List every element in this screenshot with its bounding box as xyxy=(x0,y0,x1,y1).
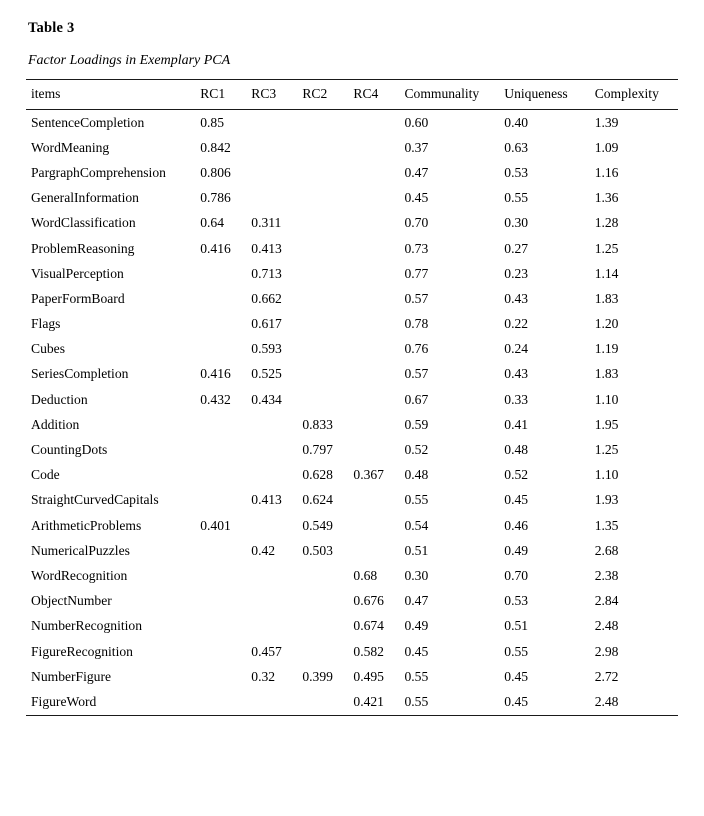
cell-rc1: 0.64 xyxy=(200,215,224,231)
cell-rc1 xyxy=(196,664,247,689)
cell-rc4 xyxy=(349,211,400,236)
cell-rc4 xyxy=(349,387,400,412)
cell-complexity: 2.38 xyxy=(594,567,619,583)
table-caption: Factor Loadings in Exemplary PCA xyxy=(28,53,231,68)
cell-uniqueness: 0.43 xyxy=(504,290,529,306)
cell-rc1: 0.806 xyxy=(200,164,231,180)
cell-item: Addition xyxy=(31,416,80,432)
cell-rc4 xyxy=(349,236,400,261)
cell-uniqueness: 0.45 xyxy=(504,492,529,508)
cell-uniqueness: 0.63 xyxy=(504,139,529,155)
cell-communality: 0.77 xyxy=(404,265,429,281)
cell-communality: 0.45 xyxy=(404,643,429,659)
cell-complexity: 1.35 xyxy=(594,517,619,533)
cell-rc3 xyxy=(247,110,298,136)
cell-communality: 0.57 xyxy=(404,290,429,306)
cell-uniqueness: 0.51 xyxy=(504,618,529,634)
cell-rc1: 0.786 xyxy=(200,190,231,206)
cell-rc2 xyxy=(298,236,349,261)
cell-rc3 xyxy=(247,614,298,639)
table-row xyxy=(26,236,678,261)
cell-rc1 xyxy=(196,614,247,639)
table-row xyxy=(26,589,678,614)
cell-rc3: 0.42 xyxy=(251,542,276,558)
table-row xyxy=(26,412,678,437)
cell-complexity: 1.36 xyxy=(594,190,619,206)
cell-complexity: 1.16 xyxy=(594,164,619,180)
cell-rc1 xyxy=(196,261,247,286)
cell-complexity: 2.98 xyxy=(594,643,619,659)
table-row xyxy=(26,286,678,311)
table-header-row xyxy=(26,80,678,110)
table-body xyxy=(26,110,678,716)
cell-item: StraightCurvedCapitals xyxy=(31,492,159,508)
cell-item: FigureWord xyxy=(26,689,196,715)
cell-complexity: 1.83 xyxy=(594,366,619,382)
cell-complexity: 2.68 xyxy=(594,542,619,558)
cell-rc2: 0.833 xyxy=(302,416,333,432)
cell-rc3: 0.617 xyxy=(251,316,282,332)
cell-rc4 xyxy=(349,412,400,437)
cell-rc1 xyxy=(196,437,247,462)
table-row xyxy=(26,664,678,689)
cell-uniqueness: 0.52 xyxy=(504,467,529,483)
table-row xyxy=(26,211,678,236)
table-row xyxy=(26,538,678,563)
cell-rc4 xyxy=(349,286,400,311)
cell-item: ProblemReasoning xyxy=(31,240,135,256)
table-row xyxy=(26,463,678,488)
cell-communality: 0.49 xyxy=(404,618,429,634)
cell-complexity: 1.14 xyxy=(594,265,619,281)
cell-rc1 xyxy=(196,538,247,563)
table-row xyxy=(26,437,678,462)
cell-rc1 xyxy=(196,589,247,614)
cell-complexity: 2.84 xyxy=(594,593,619,609)
cell-communality: 0.67 xyxy=(404,391,429,407)
table-row xyxy=(26,362,678,387)
cell-uniqueness: 0.33 xyxy=(504,391,529,407)
cell-complexity: 1.95 xyxy=(594,416,619,432)
cell-rc2 xyxy=(298,110,349,136)
cell-rc3: 0.413 xyxy=(251,240,282,256)
cell-rc3: 0.713 xyxy=(251,265,282,281)
column-header-rc1: RC1 xyxy=(196,80,247,110)
cell-rc4 xyxy=(349,261,400,286)
cell-rc3 xyxy=(247,135,298,160)
cell-communality: 0.70 xyxy=(404,215,429,231)
cell-communality: 0.55 xyxy=(404,668,429,684)
cell-uniqueness: 0.45 xyxy=(500,689,590,715)
table-row xyxy=(26,135,678,160)
cell-rc2 xyxy=(298,135,349,160)
cell-item: ObjectNumber xyxy=(31,593,112,609)
cell-uniqueness: 0.24 xyxy=(504,341,529,357)
cell-complexity: 1.09 xyxy=(594,139,619,155)
cell-rc1 xyxy=(196,488,247,513)
cell-item: Code xyxy=(31,467,60,483)
cell-item: WordRecognition xyxy=(31,567,128,583)
cell-rc1: 0.416 xyxy=(200,366,231,382)
cell-rc3: 0.457 xyxy=(251,643,282,659)
cell-uniqueness: 0.53 xyxy=(504,164,529,180)
table-row xyxy=(26,312,678,337)
column-header-rc3: RC3 xyxy=(247,80,298,110)
table-row xyxy=(26,186,678,211)
cell-rc4 xyxy=(349,186,400,211)
cell-complexity: 1.10 xyxy=(594,391,619,407)
table-row xyxy=(26,337,678,362)
cell-rc1 xyxy=(196,412,247,437)
cell-rc2 xyxy=(298,589,349,614)
cell-complexity: 2.72 xyxy=(594,668,619,684)
cell-rc2 xyxy=(298,563,349,588)
cell-item: PargraphComprehension xyxy=(31,164,166,180)
table-row xyxy=(26,261,678,286)
cell-rc3 xyxy=(247,689,298,715)
cell-rc4 xyxy=(349,437,400,462)
cell-rc2 xyxy=(298,639,349,664)
cell-rc1 xyxy=(196,563,247,588)
cell-communality: 0.48 xyxy=(404,467,429,483)
cell-communality: 0.60 xyxy=(404,114,429,130)
cell-uniqueness: 0.46 xyxy=(504,517,529,533)
cell-communality: 0.54 xyxy=(404,517,429,533)
cell-rc1 xyxy=(196,337,247,362)
cell-rc2 xyxy=(298,186,349,211)
cell-rc1 xyxy=(196,463,247,488)
cell-item: CountingDots xyxy=(31,442,108,458)
cell-complexity: 1.10 xyxy=(594,467,619,483)
cell-rc4 xyxy=(349,513,400,538)
cell-rc2: 0.628 xyxy=(302,467,333,483)
cell-rc1: 0.85 xyxy=(200,114,224,130)
cell-item: NumericalPuzzles xyxy=(31,542,130,558)
cell-item: FigureRecognition xyxy=(31,643,133,659)
cell-rc3: 0.413 xyxy=(251,492,282,508)
cell-item: VisualPerception xyxy=(31,265,124,281)
cell-item: ArithmeticProblems xyxy=(31,517,142,533)
cell-rc4: 0.676 xyxy=(353,593,384,609)
cell-communality: 0.51 xyxy=(404,542,429,558)
cell-rc3 xyxy=(247,513,298,538)
cell-complexity: 1.25 xyxy=(594,240,619,256)
column-header-communality: Communality xyxy=(400,80,500,110)
cell-uniqueness: 0.41 xyxy=(504,416,529,432)
cell-communality: 0.55 xyxy=(400,689,500,715)
cell-communality: 0.52 xyxy=(404,442,429,458)
cell-rc4 xyxy=(349,488,400,513)
cell-rc3 xyxy=(247,463,298,488)
cell-rc2 xyxy=(298,337,349,362)
column-header-items: items xyxy=(26,80,196,110)
table-row xyxy=(26,614,678,639)
cell-communality: 0.78 xyxy=(404,316,429,332)
cell-rc1 xyxy=(196,689,247,715)
cell-rc1: 0.842 xyxy=(200,139,231,155)
table-row xyxy=(26,488,678,513)
cell-communality: 0.59 xyxy=(404,416,429,432)
cell-rc2 xyxy=(298,286,349,311)
cell-rc3 xyxy=(247,589,298,614)
cell-communality: 0.47 xyxy=(404,164,429,180)
cell-rc4 xyxy=(349,135,400,160)
cell-rc4: 0.495 xyxy=(353,668,384,684)
cell-rc4 xyxy=(349,337,400,362)
cell-item: GeneralInformation xyxy=(31,190,139,206)
cell-complexity: 1.25 xyxy=(594,442,619,458)
cell-uniqueness: 0.53 xyxy=(504,593,529,609)
table-number: Table 3 xyxy=(28,20,75,36)
table-row xyxy=(26,160,678,185)
cell-item: WordClassification xyxy=(31,215,136,231)
cell-rc1 xyxy=(196,286,247,311)
cell-rc3 xyxy=(247,412,298,437)
cell-uniqueness: 0.55 xyxy=(504,643,529,659)
cell-rc3 xyxy=(247,563,298,588)
cell-complexity: 1.93 xyxy=(594,492,619,508)
cell-rc2: 0.503 xyxy=(302,542,333,558)
cell-rc4 xyxy=(349,312,400,337)
cell-item: NumberRecognition xyxy=(31,618,142,634)
cell-communality: 0.57 xyxy=(404,366,429,382)
cell-rc4: 0.582 xyxy=(353,643,384,659)
cell-rc2: 0.624 xyxy=(302,492,333,508)
cell-communality: 0.73 xyxy=(404,240,429,256)
cell-rc2 xyxy=(298,312,349,337)
cell-communality: 0.76 xyxy=(404,341,429,357)
table-row xyxy=(26,563,678,588)
cell-uniqueness: 0.49 xyxy=(504,542,529,558)
cell-rc3: 0.434 xyxy=(251,391,282,407)
table-row xyxy=(26,639,678,664)
cell-rc2 xyxy=(298,362,349,387)
cell-item: PaperFormBoard xyxy=(31,290,125,306)
cell-item: SeriesCompletion xyxy=(31,366,129,382)
cell-communality: 0.37 xyxy=(404,139,429,155)
cell-complexity: 1.20 xyxy=(594,316,619,332)
cell-rc3 xyxy=(247,186,298,211)
cell-uniqueness: 0.43 xyxy=(504,366,529,382)
cell-communality: 0.30 xyxy=(404,567,429,583)
cell-rc2 xyxy=(298,160,349,185)
cell-rc2 xyxy=(298,387,349,412)
cell-rc3 xyxy=(247,437,298,462)
cell-rc4 xyxy=(349,110,400,136)
cell-rc2 xyxy=(298,211,349,236)
table-row xyxy=(26,387,678,412)
factor-loadings-table xyxy=(26,79,678,716)
cell-rc3: 0.32 xyxy=(251,668,276,684)
cell-item: Cubes xyxy=(31,341,65,357)
column-header-complexity: Complexity xyxy=(591,80,678,110)
cell-uniqueness: 0.48 xyxy=(504,442,529,458)
cell-rc3 xyxy=(247,160,298,185)
cell-uniqueness: 0.23 xyxy=(504,265,529,281)
cell-rc1: 0.401 xyxy=(200,517,231,533)
cell-rc3: 0.525 xyxy=(251,366,282,382)
table-row xyxy=(26,110,678,136)
cell-uniqueness: 0.70 xyxy=(504,567,529,583)
cell-complexity: 2.48 xyxy=(591,689,678,715)
cell-rc4 xyxy=(349,362,400,387)
cell-complexity: 1.39 xyxy=(594,114,619,130)
cell-uniqueness: 0.22 xyxy=(504,316,529,332)
cell-item: WordMeaning xyxy=(31,139,110,155)
cell-complexity: 1.28 xyxy=(594,215,619,231)
cell-item: SentenceCompletion xyxy=(31,114,145,130)
cell-complexity: 1.83 xyxy=(594,290,619,306)
cell-uniqueness: 0.45 xyxy=(504,668,529,684)
cell-communality: 0.45 xyxy=(404,190,429,206)
cell-rc1 xyxy=(196,312,247,337)
cell-rc4: 0.367 xyxy=(353,467,384,483)
cell-rc3: 0.311 xyxy=(251,215,282,231)
cell-communality: 0.47 xyxy=(404,593,429,609)
cell-uniqueness: 0.30 xyxy=(504,215,529,231)
cell-rc2: 0.797 xyxy=(302,442,333,458)
cell-communality: 0.55 xyxy=(404,492,429,508)
cell-complexity: 1.19 xyxy=(594,341,619,357)
cell-rc2 xyxy=(298,614,349,639)
cell-rc1: 0.432 xyxy=(200,391,231,407)
cell-rc3: 0.593 xyxy=(251,341,282,357)
cell-item: Flags xyxy=(31,316,61,332)
cell-uniqueness: 0.55 xyxy=(504,190,529,206)
table-row xyxy=(26,513,678,538)
column-header-uniqueness: Uniqueness xyxy=(500,80,590,110)
cell-rc4 xyxy=(349,160,400,185)
column-header-rc4: RC4 xyxy=(349,80,400,110)
cell-rc4: 0.674 xyxy=(353,618,384,634)
cell-rc4: 0.68 xyxy=(353,567,378,583)
cell-rc1: 0.416 xyxy=(200,240,231,256)
cell-rc2 xyxy=(298,261,349,286)
cell-rc3: 0.662 xyxy=(251,290,282,306)
table-header xyxy=(26,80,678,110)
column-header-rc2: RC2 xyxy=(298,80,349,110)
cell-uniqueness: 0.40 xyxy=(504,114,529,130)
cell-rc4 xyxy=(349,538,400,563)
cell-rc2: 0.399 xyxy=(302,668,333,684)
table-row xyxy=(26,689,678,715)
cell-complexity: 2.48 xyxy=(594,618,619,634)
cell-rc4: 0.421 xyxy=(349,689,400,715)
cell-uniqueness: 0.27 xyxy=(504,240,529,256)
cell-item: Deduction xyxy=(31,391,88,407)
cell-rc1 xyxy=(196,639,247,664)
cell-rc2: 0.549 xyxy=(302,517,333,533)
cell-rc2 xyxy=(298,689,349,715)
cell-item: NumberFigure xyxy=(31,668,112,684)
